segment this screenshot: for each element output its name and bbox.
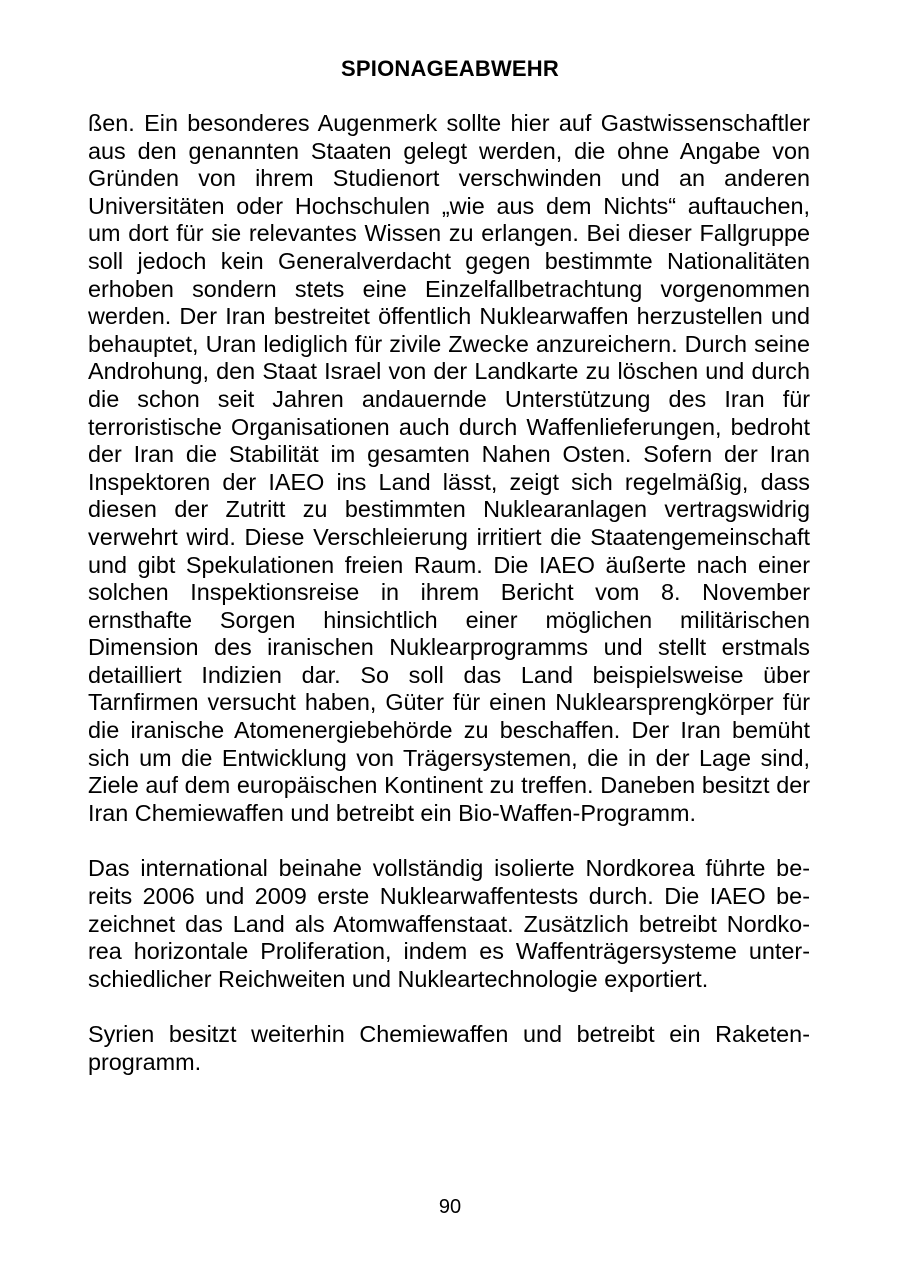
- paragraph-syrien: Syrien besitzt weiterhin Chemiewaffen und betreibt ein Raketenprogramm.: [88, 1021, 810, 1075]
- body-text: [88, 110, 810, 1077]
- page-number: 90: [438, 1196, 462, 1218]
- paragraph-iran: ßen. Ein besonderes Augenmerk sollte hier auf Gastwissenschaftler aus den genannten Staaten gelegt werden, die ohne Angabe von Gründen von ihrem Studienort verschwinden und an anderen Universitäten oder Hochschulen „wie aus dem Nichts“ auftauchen, um dort für sie relevantes Wissen zu erlangen. Bei dieser Fallgruppe soll jedoch kein Generalverdacht gegen bestimmte Nationalitäten erhoben sondern stets eine Einzelfallbetrachtung vorgenommen werden. Der Iran bestreitet öffentlich Nuklearwaffen herzustellen und behauptet, Uran lediglich für zivile Zwecke anzureichern. Durch seine Androhung, den Staat Israel von der Landkarte zu löschen und durch die schon seit Jahren andauernde Unterstützung des Iran für terroristische Organisationen auch durch Waffenlieferungen, bedroht der Iran die Stabilität im gesamten Nahen Osten. Sofern der Iran Inspektoren der IAEO ins Land lässt, zeigt sich regelmäßig, dass diesen der Zutritt zu bestimmten Nuklearanlagen vertragswidrig verwehrt wird. Diese Verschleierung irritiert die Staatengemeinschaft und gibt Spekulationen freien Raum. Die IAEO äußerte nach einer solchen Inspektionsreise in ihrem Bericht vom 8. November ernsthafte Sorgen hinsichtlich einer möglichen militärischen Dimension des iranischen Nuklearprogramms und stellt erstmals detailliert Indizien dar. So soll das Land beispielsweise über Tarnfirmen versucht haben, Güter für einen Nuklearsprengkörper für die iranische Atomenergiebehörde zu beschaffen. Der Iran bemüht sich um die Entwicklung von Trägersystemen, die in der Lage sind, Ziele auf dem europäischen Kontinent zu treffen. Daneben besitzt der Iran Chemiewaffen und betreibt ein Bio-Waffen-Programm.: [88, 110, 810, 826]
- running-header: SPIONAGEABWEHR: [341, 56, 559, 81]
- paragraph-nordkorea: Das international beinahe vollständig isolierte Nordkorea führte bereits 2006 und 2009 erste Nuklearwaffentests durch. Die IAEO bezeichnet das Land als Atomwaffenstaat. Zusätzlich betreibt Nordkorea horizontale Proliferation, indem es Waffenträgersysteme unterschiedlicher Reichweiten und Nukleartechnologie exportiert.: [88, 855, 810, 992]
